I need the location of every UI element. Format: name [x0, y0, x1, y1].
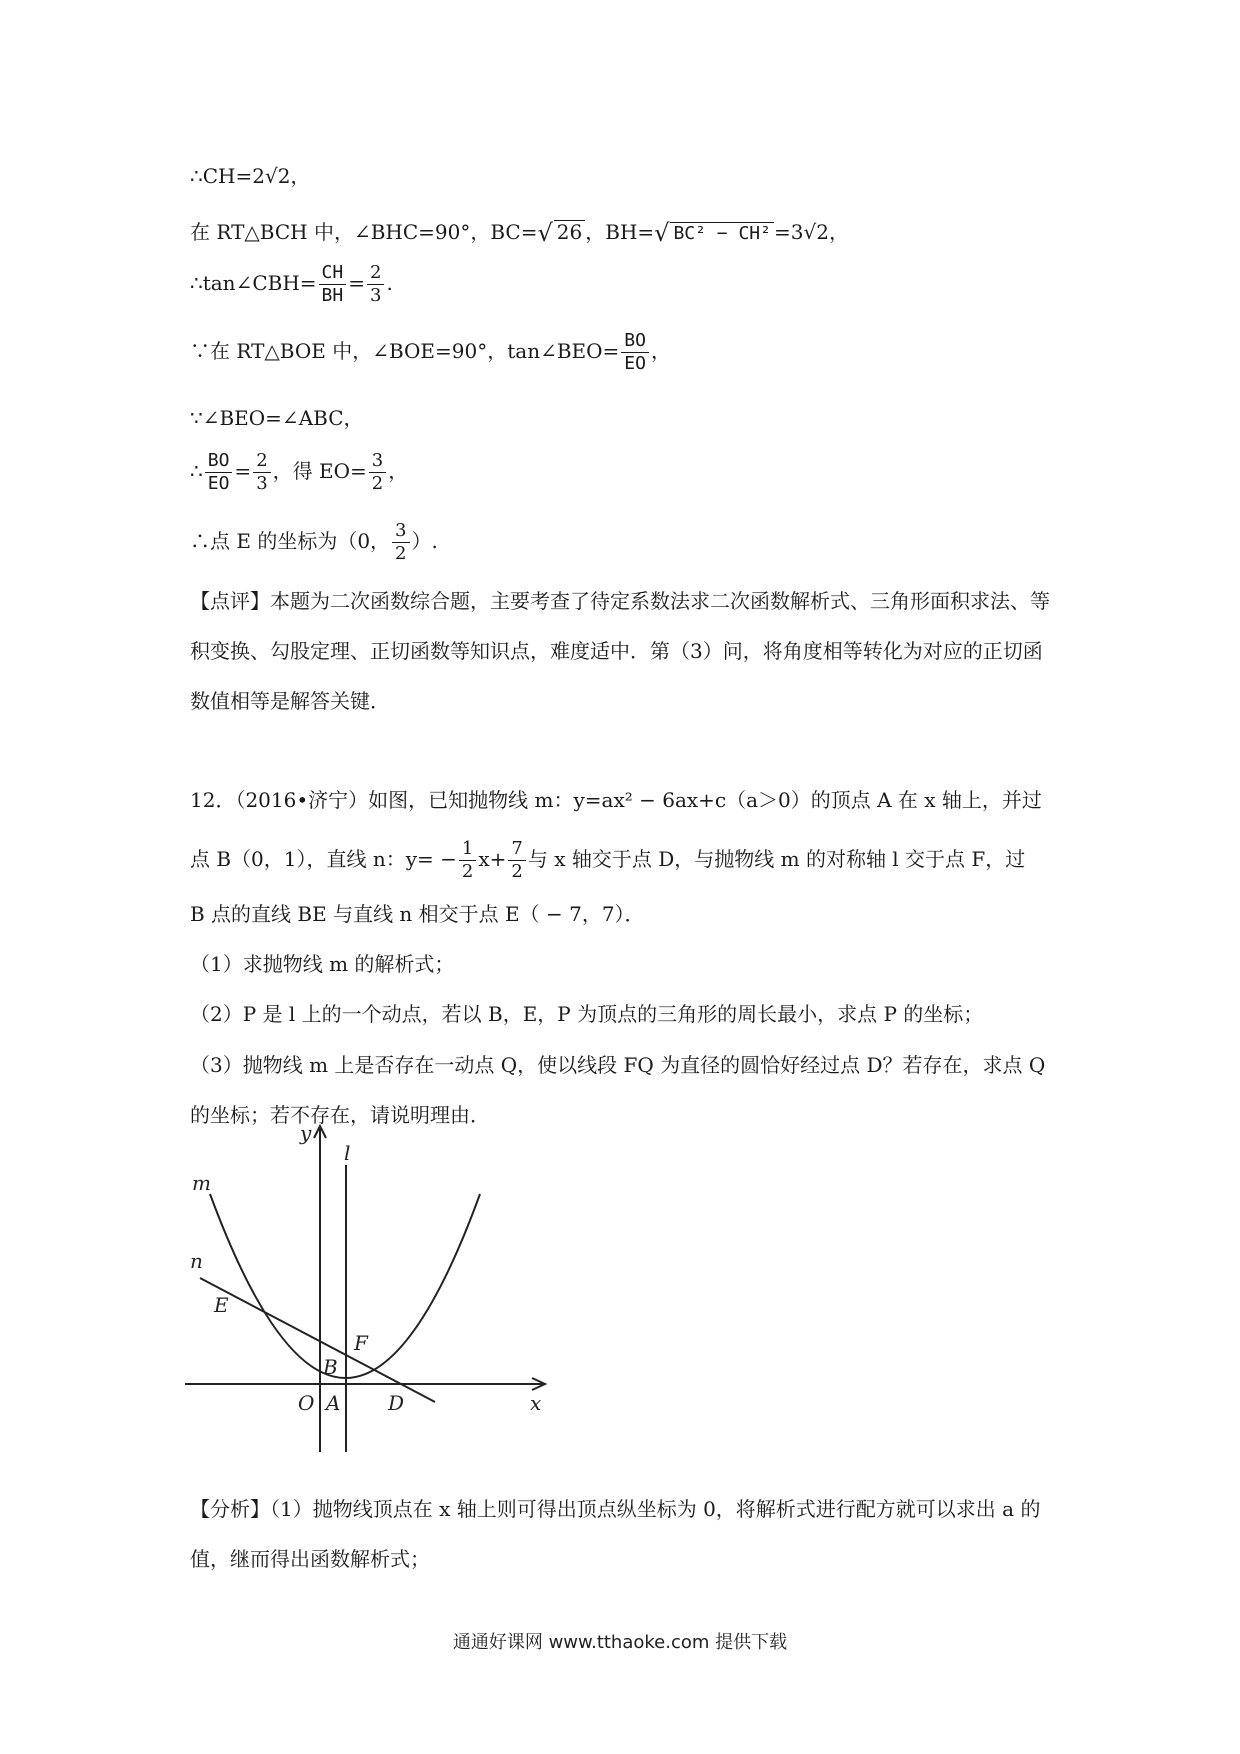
numerator: 3 — [392, 520, 409, 543]
problem-line-3 — [190, 900, 645, 928]
denominator: 3 — [369, 285, 382, 306]
label-e: E — [214, 1293, 229, 1317]
problem-text-2b: x+ — [478, 847, 507, 871]
denominator: BH — [321, 285, 344, 306]
numerator: BO — [621, 330, 649, 353]
text-3root2: =3√2， — [774, 220, 849, 244]
numerator: 1 — [459, 838, 476, 861]
text-tan-cbh: ∴tan∠CBH= — [190, 271, 317, 295]
label-o: O — [298, 1391, 315, 1415]
denominator: 3 — [256, 473, 268, 494]
numerator: BO — [205, 450, 233, 473]
parabola-figure — [180, 1120, 560, 1460]
question-1-text: （1）求抛物线 m 的解析式； — [190, 952, 455, 976]
problem-text-2c: 与 x 轴交于点 D，与抛物线 m 的对称轴 l 交于点 F，过 — [527, 847, 1026, 871]
comment-text: 本题为二次函数综合题，主要考查了待定系数法求二次函数解析式、三角形面积求法、等积变换、勾股定理、正切函数等知识点，难度适中．第（3）问，将角度相等转化为对应的正切函数值相等是解答关键． — [190, 589, 1050, 713]
problem-text-3: B 点的直线 BE 与直线 n 相交于点 E（ − 7，7）． — [190, 902, 645, 926]
sqrt-26: 26 — [554, 220, 585, 243]
denominator: EO — [624, 353, 646, 374]
denominator: 2 — [511, 861, 523, 882]
fraction-3-2 — [369, 450, 386, 495]
problem-text-2a: 点 B（0，1），直线 n：y= − — [190, 847, 457, 871]
denominator: EO — [207, 473, 230, 494]
numerator: 7 — [508, 838, 525, 861]
question-2-text: （2）P 是 l 上的一个动点，若以 B，E，P 为顶点的三角形的周长最小，求点 P 的坐标； — [190, 1002, 984, 1026]
problem-line-1 — [190, 786, 1042, 814]
label-f: F — [354, 1331, 368, 1355]
denominator: 2 — [371, 473, 384, 494]
fraction-bo-eo — [621, 330, 649, 375]
label-m: m — [192, 1171, 211, 1195]
solution-line-tan-beo: ∵在 RT△BOE 中，∠BOE=90°，tan∠BEO= $\frac{BO}{EO}$ ， — [190, 330, 671, 374]
fraction-ch-bh — [319, 262, 347, 307]
label-d: D — [388, 1391, 405, 1415]
numerator: 2 — [253, 450, 270, 473]
numerator: 2 — [367, 262, 384, 285]
comment-label: 【点评】 — [190, 589, 270, 613]
text-tan-beo: ∵在 RT△BOE 中，∠BOE=90°，tan∠BEO= — [190, 339, 620, 363]
fraction-7-2 — [508, 838, 525, 883]
solution-line-ch — [190, 162, 310, 190]
numerator: 3 — [369, 450, 386, 473]
denominator: 2 — [395, 543, 407, 564]
problem-text-1: 12．（2016•济宁）如图，已知抛物线 m：y=ax² − 6ax+c（a＞0）的顶点 A 在 x 轴上，并过 — [190, 788, 1042, 812]
denominator: 2 — [461, 861, 474, 882]
text-ch: ∴CH=2√2， — [190, 164, 311, 188]
fraction-1-2 — [459, 838, 476, 883]
text-close: ）. — [411, 529, 438, 553]
label-a: A — [326, 1391, 341, 1415]
analysis-text: （1）抛物线顶点在 x 轴上则可得出顶点纵坐标为 0，将解析式进行配方就可以求出 a 的值，继而得出函数解析式； — [190, 1497, 1041, 1571]
solution-line-point-e — [190, 520, 438, 565]
solution-line-eo: ∴ $\frac{BO}{EO}$ = $\frac{2}{3}$ ，得 EO= $\frac{3}{2}$ ， — [190, 450, 409, 494]
text-bh: ，BH= — [585, 220, 655, 244]
radical-sign: √ — [537, 219, 553, 247]
fraction-3-2 — [392, 520, 409, 565]
fraction-bo-eo — [205, 450, 233, 495]
solution-line-tan-cbh: ∴tan∠CBH= $\frac{CH}{BH}$ = $\frac{2}{3}$ . — [190, 262, 393, 306]
comment-paragraph — [190, 576, 1060, 726]
analysis-label: 【分析】 — [190, 1497, 270, 1521]
question-1 — [190, 950, 454, 978]
text-bch: 在 RT△BCH 中，∠BHC=90°，BC= — [190, 220, 538, 244]
question-2 — [190, 1000, 983, 1028]
sqrt-bc-ch: BC² − CH² — [670, 222, 774, 245]
question-3-text: （3）抛物线 m 上是否存在一动点 Q，使以线段 FQ 为直径的圆恰好经过点 D？若存在，求点 Q 的坐标；若不存在，请说明理由． — [190, 1053, 1046, 1127]
page-footer: 通通好课网 www.tthaoke.com 提供下载 — [452, 1632, 788, 1653]
label-l: l — [344, 1141, 351, 1165]
text-eo: ，得 EO= — [272, 459, 367, 483]
text-angle-eq: ∵∠BEO=∠ABC， — [190, 406, 364, 430]
solution-line-bh — [190, 218, 849, 247]
fraction-2-3 — [367, 262, 384, 307]
problem-line-2 — [190, 838, 1025, 883]
label-y: y — [300, 1121, 312, 1145]
analysis-paragraph — [190, 1484, 1060, 1584]
fraction-2-3 — [253, 450, 270, 495]
text-point-e: ∴点 E 的坐标为（0， — [190, 529, 391, 553]
label-b: B — [323, 1355, 338, 1379]
numerator: CH — [319, 262, 347, 285]
solution-line-angle-eq — [190, 404, 364, 432]
label-n: n — [190, 1249, 203, 1273]
label-x: x — [530, 1391, 542, 1415]
radical-sign: √ — [654, 219, 670, 247]
